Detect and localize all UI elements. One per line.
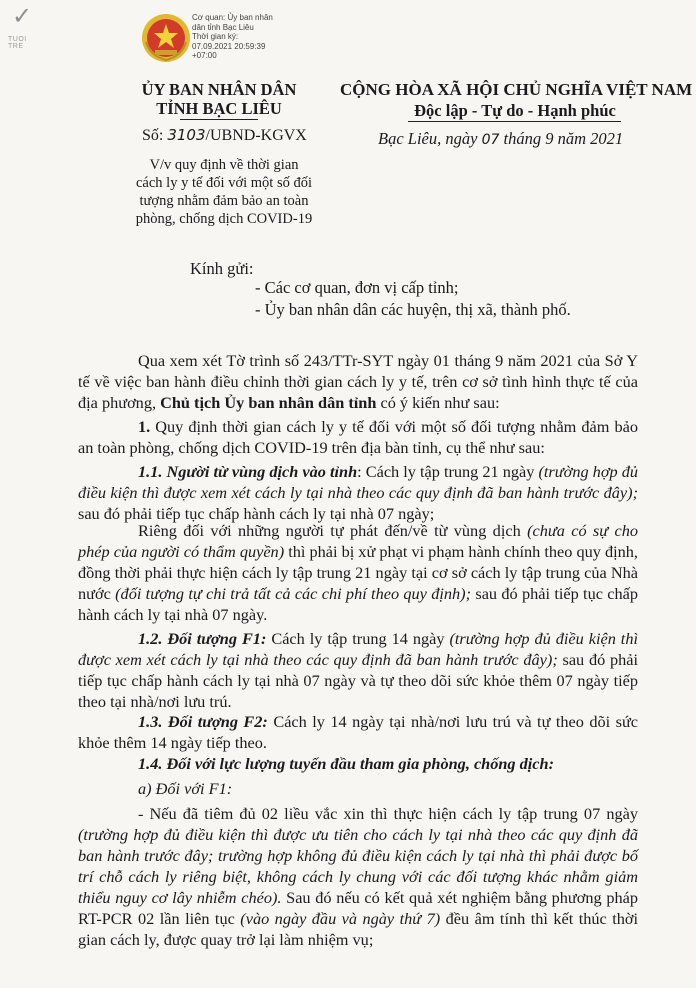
signature-time-label: Thời gian ký: — [192, 32, 239, 42]
issuing-org-line1: ỦY BAN NHÂN DÂN — [141, 80, 297, 99]
section-1-4-a-detail: - Nếu đã tiêm đủ 02 liều vắc xin thì thực hiện cách ly tập trung 07 ngày (trường hợp đủ điều kiện thì được ưu tiên cho cách ly tại nhà theo các quy định đã ban hành trước đây; trường hợp không đủ điều kiện cách ly tại nhà thì phải được bố trí chỗ cách ly riêng biệt, không cách ly chung với các đối tượng khác nhằm giảm thiểu nguy cơ lây nhiễm chéo). Sau đó nếu có kết quả xét nghiệm bằng phương pháp RT-PCR 02 lần liên tục (vào ngày đầu và ngày thứ 7) đều âm tính thì kết thúc thời gian cách ly, được quay trở lại làm nhiệm vụ; — [78, 804, 638, 949]
national-title: CỘNG HÒA XÃ HỘI CHỦ NGHĨA VIỆT NAM — [340, 80, 693, 99]
recipient-item: - Ủy ban nhân dân các huyện, thị xã, thành phố. — [255, 300, 571, 319]
signature-timezone: +07:00 — [192, 51, 217, 61]
signature-time: 07.09.2021 20:59:39 — [192, 41, 266, 51]
document-number: Số: 3103/UBND-KGVX — [142, 126, 307, 144]
section-1-4: 1.4. Đối với lực lượng tuyến đầu tham gia phòng, chống dịch: — [138, 754, 555, 773]
section-1-4-a: a) Đối với F1: — [138, 779, 233, 798]
section-1: 1. Quy định thời gian cách ly y tế đối với một số đối tượng nhằm đảm bảo an toàn phòng, chống dịch COVID-19 trên địa bàn tỉnh, cụ thể như sau: — [78, 417, 638, 457]
greeting-label: Kính gửi: — [190, 259, 254, 278]
document-number-handwritten: 3103 — [167, 126, 206, 144]
document-date: Bạc Liêu, ngày 07 tháng 9 năm 2021 — [378, 129, 624, 148]
signature-org: Cơ quan: Ủy ban nhân — [192, 13, 273, 22]
watermark-text: TUOI TRE — [8, 36, 27, 50]
recipient-item: - Các cơ quan, đơn vị cấp tỉnh; — [255, 278, 459, 297]
national-motto: Độc lập - Tự do - Hạnh phúc — [414, 101, 616, 120]
national-emblem-icon — [140, 12, 192, 64]
signature-org-2: dân tỉnh Bạc Liêu — [192, 22, 254, 32]
digital-signature-info — [192, 13, 273, 61]
document-subject: V/v quy định về thời gian cách ly y tế đối với một số đối tượng nhằm đảm bảo an toàn phòng, chống dịch COVID-19 — [135, 157, 313, 227]
intro-paragraph: Qua xem xét Tờ trình số 243/TTr-SYT ngày 01 tháng 9 năm 2021 của Sở Y tế về việc ban hành điều chỉnh thời gian cách ly y tế, trên cơ sở tình hình thực tế của địa phương, Chủ tịch Ủy ban nhân dân tỉnh có ý kiến như sau: — [78, 351, 638, 412]
org-underline — [180, 119, 258, 120]
date-day-handwritten: 07 — [481, 132, 500, 148]
watermark — [4, 0, 44, 50]
section-1-3: 1.3. Đối tượng F2: Cách ly 14 ngày tại nhà/nơi lưu trú và tự theo dõi sức khỏe thêm 14 ngày tiếp theo. — [78, 712, 638, 752]
section-1-2: 1.2. Đối tượng F1: Cách ly tập trung 14 ngày (trường hợp đủ điều kiện thì được xem xét cách ly tại nhà theo các quy định đã ban hành trước đây); sau đó phải tiếp tục chấp hành cách ly tại nhà 07 ngày và tự theo dõi sức khỏe thêm 07 ngày tiếp theo tại nhà/nơi lưu trú. — [78, 629, 639, 711]
section-1-1-special-case: Riêng đối với những người tự phát đến/về từ vùng dịch (chưa có sự cho phép của người có thẩm quyền) thì phải bị xử phạt vi phạm hành chính theo quy định, đồng thời phải thực hiện cách ly tập trung 21 ngày tại cơ sở cách ly tập trung của Nhà nước (đối tượng tự chi trả tất cả các chi phí theo quy định); sau đó phải tiếp tục chấp hành cách ly tại nhà 07 ngày. — [78, 521, 639, 624]
check-icon: ✓ — [12, 3, 33, 30]
issuing-org-line2: TỈNH BẠC LIÊU — [156, 99, 282, 118]
section-1-1: 1.1. Người từ vùng dịch vào tỉnh: Cách ly tập trung 21 ngày (trường hợp đủ điều kiện thì được xem xét cách ly tại nhà theo các quy định đã ban hành trước đây); sau đó phải tiếp tục chấp hành cách ly tại nhà 07 ngày; — [78, 462, 639, 523]
motto-underline — [408, 121, 621, 122]
